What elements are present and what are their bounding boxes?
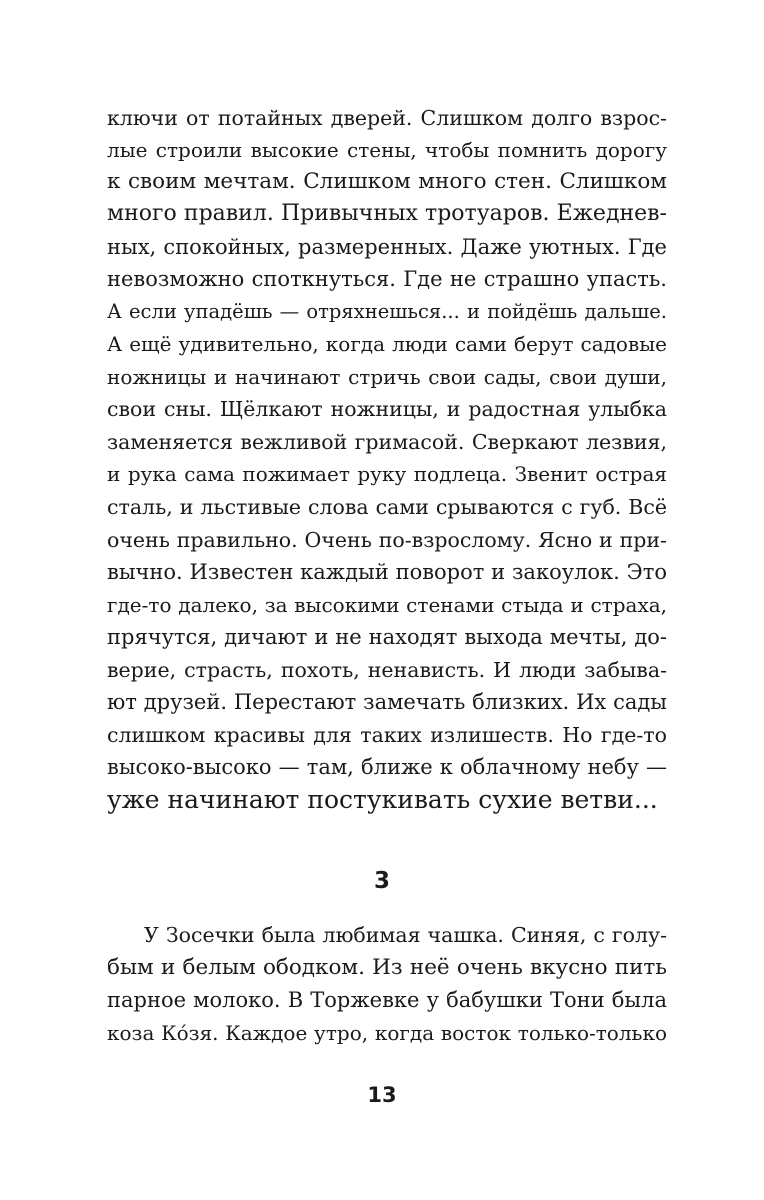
page-number: 13 [367, 1083, 397, 1107]
text-line: заменяется вежливой гримасой. Сверкают лезвия, [107, 430, 667, 454]
chapter-number: 3 [373, 868, 390, 894]
text-line: коза Ко́зя. Каждое утро, когда восток только-только [107, 1021, 667, 1045]
text-line: лые строили высокие стены, чтобы помнить дорогу [107, 138, 667, 162]
text-line: уже начинают постукивать сухие ветви... [107, 785, 658, 814]
text-line: прячутся, дичают и не находят выхода мечты, до- [107, 625, 667, 649]
text-line: очень правильно. Очень по-взрослому. Ясно и при- [107, 528, 667, 552]
text-line: свои сны. Щёлкают ножницы, и радостная улыбка [107, 397, 667, 421]
text-line: У Зосечки была любимая чашка. Синяя, с голу- [144, 923, 667, 947]
text-line: вычно. Известен каждый поворот и закоулок. Это [107, 560, 667, 584]
text-line: парное молоко. В Торжевке у бабушки Тони была [107, 988, 667, 1012]
text-line: А ещё удивительно, когда люди сами берут садовые [107, 332, 667, 356]
text-line: верие, страсть, похоть, ненависть. И люди забыва- [107, 658, 667, 682]
text-line: к своим мечтам. Слишком много стен. Слишком [107, 169, 667, 194]
text-line: ют друзей. Перестают замечать близких. Их сады [107, 690, 667, 714]
text-line: много правил. Привычных тротуаров. Ежеднев- [107, 201, 667, 226]
text-line: ных, спокойных, размеренных. Даже уютных. Где [107, 235, 667, 259]
text-line: где-то далеко, за высокими стенами стыда и страха, [107, 593, 667, 617]
text-line: и рука сама пожимает руку подлеца. Звенит острая [107, 462, 667, 486]
text-line: слишком красивы для таких излишеств. Но где-то [107, 723, 667, 747]
text-line: невозможно споткнуться. Где не страшно упасть. [107, 267, 667, 291]
text-line: бым и белым ободком. Из неё очень вкусно пить [107, 955, 667, 980]
text-line: ножницы и начинают стричь свои сады, свои души, [107, 365, 667, 389]
text-line: сталь, и льстивые слова сами срываются с губ. Всё [107, 495, 667, 519]
text-line: ключи от потайных дверей. Слишком долго взрос- [107, 106, 667, 130]
text-line: А если упадёшь — отряхнешься... и пойдёшь дальше. [107, 300, 667, 323]
text-line: высоко-высоко — там, ближе к облачному небу — [107, 755, 667, 779]
